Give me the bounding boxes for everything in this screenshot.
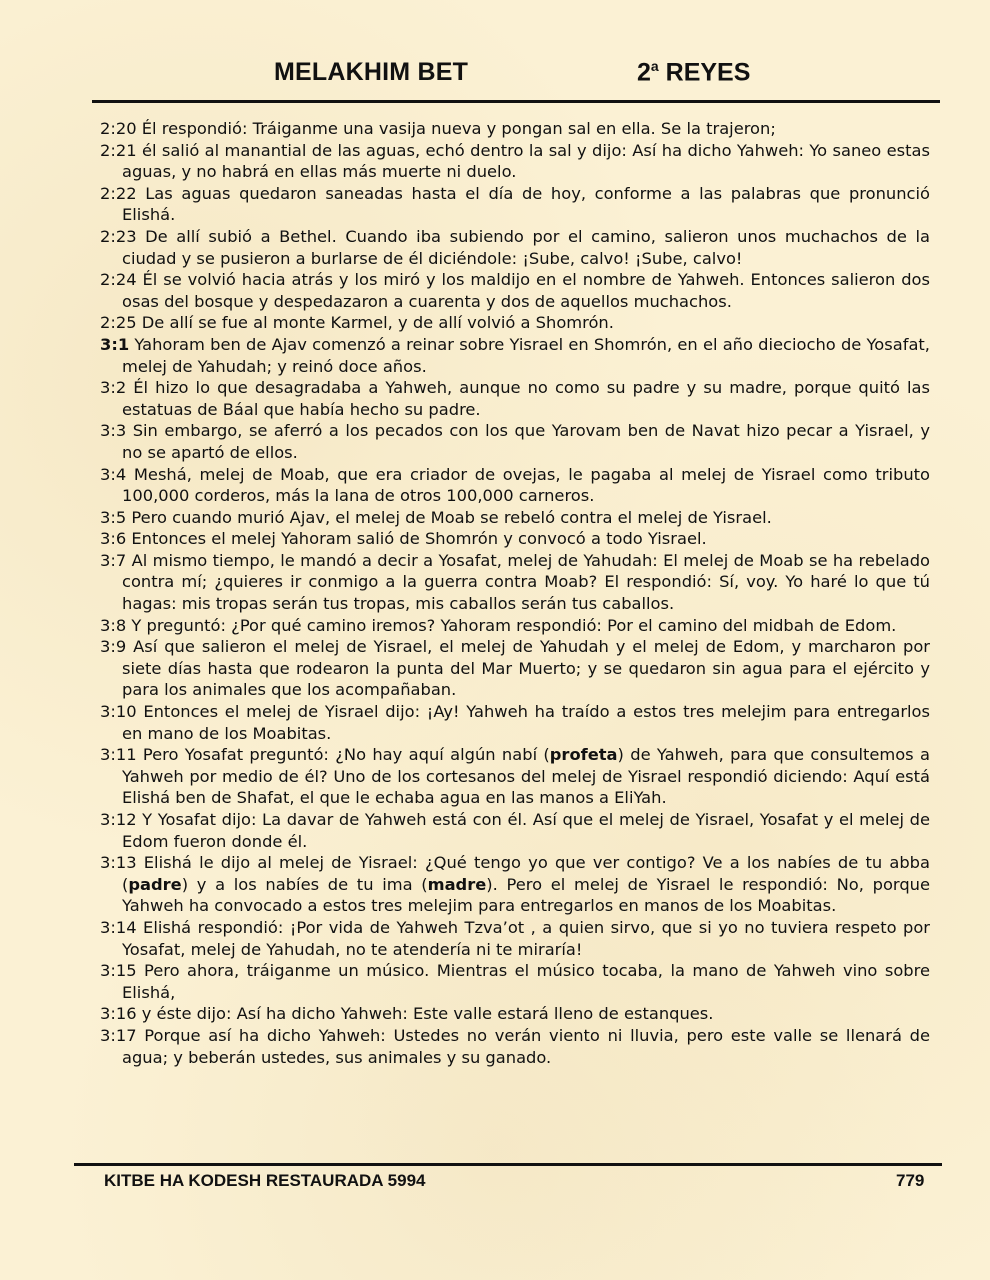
verse-ref: 2:22 bbox=[100, 183, 137, 203]
verse-ref: 3:17 bbox=[100, 1025, 137, 1045]
verse-ref: 2:20 bbox=[100, 119, 137, 138]
verse-text-before: Pero Yosafat preguntó: ¿No hay aquí algún nabí ( bbox=[142, 745, 550, 765]
verse-3-6 bbox=[100, 528, 930, 550]
verse-text: Sin embargo, se aferró a los pecados con los que Yarovam ben de Navat hizo pecar a Yisrael, y no se apartó de ellos. bbox=[122, 421, 930, 462]
verse-text: Entonces el melej Yahoram salió de Shomrón y convocó a todo Yisrael. bbox=[131, 529, 707, 549]
verse-text: Yahoram ben de Ajav comenzó a reinar sobre Yisrael en Shomrón, en el año dieciocho de Yosafat, melej de Yahudah; y reinó doce años. bbox=[122, 334, 930, 376]
verse-ref: 3:2 bbox=[100, 378, 127, 398]
verse-3-10 bbox=[100, 701, 930, 744]
verse-3-15 bbox=[100, 960, 930, 1003]
chapter-start-ref: 3:1 bbox=[100, 334, 130, 354]
verse-3-16 bbox=[100, 1003, 930, 1025]
verse-2-20 bbox=[100, 118, 930, 140]
verse-3-9 bbox=[100, 636, 930, 701]
bold-gloss: padre bbox=[128, 874, 182, 894]
footer-title: KITBE HA KODESH RESTAURADA 5994 bbox=[104, 1171, 426, 1190]
ordinal-superscript: a bbox=[650, 58, 659, 74]
verse-ref: 3:12 bbox=[100, 810, 137, 829]
verse-text: Las aguas quedaron saneadas hasta el día de hoy, conforme a las palabras que pronunció Elishá. bbox=[122, 183, 930, 225]
verse-text-after: ) de Yahweh, para que consultemos a Yahweh por medio de él? Uno de los cortesanos del melej de Yisrael respondió diciendo: Aquí está Elishá ben de Shafat, el que le echaba agua en las manos a EliYah. bbox=[122, 745, 930, 808]
verse-text: Elishá respondió: ¡Por vida de Yahweh Tzva’ot , a quien sirvo, que si yo no tuviera respeto por Yosafat, melej de Yahudah, no te atendería ni te miraría! bbox=[122, 917, 930, 959]
header-divider bbox=[92, 100, 940, 103]
verse-3-5 bbox=[100, 507, 930, 529]
verse-list bbox=[100, 118, 930, 1068]
verse-3-17 bbox=[100, 1025, 930, 1068]
page-number: 779 bbox=[896, 1171, 925, 1190]
verse-3-3 bbox=[100, 420, 930, 463]
verse-text: Entonces el melej de Yisrael dijo: ¡Ay! Yahweh ha traído a estos tres melejim para entregarlos en mano de los Moabitas. bbox=[122, 702, 930, 743]
verse-text: Porque así ha dicho Yahweh: Ustedes no verán viento ni lluvia, pero este valle se llenará de agua; y beberán ustedes, sus animales y su ganado. bbox=[122, 1025, 930, 1067]
verse-text: él salió al manantial de las aguas, echó dentro la sal y dijo: Así ha dicho Yahweh: Yo saneo estas aguas, y no habrá en ellas más muerte ni duelo. bbox=[122, 140, 930, 182]
verse-text: Él respondió: Tráiganme una vasija nueva y pongan sal en ella. Se la trajeron; bbox=[141, 119, 776, 138]
verse-ref: 2:25 bbox=[100, 313, 137, 333]
book-title-hebrew: MELAKHIM BET bbox=[274, 58, 469, 86]
verse-2-25 bbox=[100, 312, 930, 334]
verse-text: De allí se fue al monte Karmel, y de allí volvió a Shomrón. bbox=[141, 313, 614, 333]
footer-divider bbox=[74, 1163, 942, 1166]
verse-text-c: ). Pero el melej de Yisrael le respondió: No, porque Yahweh ha convocado a estos tres melejim para entregarlos en manos de los Moabitas. bbox=[122, 874, 930, 916]
verse-ref: 3:11 bbox=[100, 745, 137, 765]
verse-text: Y preguntó: ¿Por qué camino iremos? Yahoram respondió: Por el camino del midbah de Edom. bbox=[131, 615, 897, 635]
verse-2-24 bbox=[100, 269, 930, 312]
verse-text-b: ) y a los nabíes de tu ima ( bbox=[181, 874, 428, 894]
verse-text: Pero ahora, tráiganme un músico. Mientras el músico tocaba, la mano de Yahweh vino sobre Elishá, bbox=[122, 961, 930, 1002]
verse-text: Él se volvió hacia atrás y los miró y los maldijo en el nombre de Yahweh. Entonces salieron dos osas del bosque y despedazaron a cuarenta y dos de aquellos muchachos. bbox=[122, 270, 930, 311]
verse-3-4 bbox=[100, 464, 930, 507]
verse-ref: 3:15 bbox=[100, 961, 137, 981]
verse-3-1 bbox=[100, 334, 930, 377]
verse-ref: 3:4 bbox=[100, 464, 127, 484]
verse-text: y éste dijo: Así ha dicho Yahweh: Este valle estará lleno de estanques. bbox=[141, 1004, 714, 1024]
verse-ref: 3:10 bbox=[100, 702, 137, 722]
verse-ref: 3:6 bbox=[100, 529, 127, 549]
verse-2-22 bbox=[100, 183, 930, 226]
verse-text: Así que salieron el melej de Yisrael, el melej de Yahudah y el melej de Edom, y marcharon por siete días hasta que rodearon la punta del Mar Muerto; y se quedaron sin agua para el ejército y para los animales que los acompañaban. bbox=[122, 637, 930, 700]
verse-text: Al mismo tiempo, le mandó a decir a Yosafat, melej de Yahudah: El melej de Moab se ha rebelado contra mí; ¿quieres ir conmigo a la guerra contra Moab? El respondió: Sí, voy. Yo haré lo que tú hagas: mis tropas serán tus tropas, mis caballos serán tus caballos. bbox=[122, 550, 930, 614]
verse-3-7 bbox=[100, 550, 930, 615]
verse-3-12 bbox=[100, 809, 930, 852]
verse-3-14 bbox=[100, 917, 930, 960]
verse-ref: 3:8 bbox=[100, 615, 127, 635]
verse-3-2 bbox=[100, 377, 930, 420]
verse-text: Meshá, melej de Moab, que era criador de ovejas, le pagaba al melej de Yisrael como tributo 100,000 corderos, más la lana de otros 100,000 carneros. bbox=[122, 464, 930, 506]
verse-ref: 3:3 bbox=[100, 421, 127, 441]
verse-ref: 2:23 bbox=[100, 226, 137, 246]
verse-text: De allí subió a Bethel. Cuando iba subiendo por el camino, salieron unos muchachos de la ciudad y se pusieron a burlarse de él diciéndole: ¡Sube, calvo! ¡Sube, calvo! bbox=[122, 226, 930, 268]
verse-ref: 3:5 bbox=[100, 507, 127, 527]
verse-text: Pero cuando murió Ajav, el melej de Moab se rebeló contra el melej de Yisrael. bbox=[131, 507, 772, 527]
verse-ref: 2:24 bbox=[100, 270, 137, 290]
bold-gloss: madre bbox=[427, 874, 487, 894]
book-title-spanish bbox=[637, 58, 750, 87]
verse-ref: 3:13 bbox=[100, 853, 137, 873]
page-header bbox=[0, 58, 990, 92]
verse-text: Y Yosafat dijo: La davar de Yahweh está con él. Así que el melej de Yisrael, Yosafat y el melej de Edom fueron donde él. bbox=[122, 810, 930, 851]
verse-2-21 bbox=[100, 140, 930, 183]
verse-ref: 2:21 bbox=[100, 140, 137, 160]
verse-3-8 bbox=[100, 615, 930, 637]
verse-ref: 3:16 bbox=[100, 1004, 137, 1024]
book-name: REYES bbox=[658, 58, 751, 87]
verse-3-13 bbox=[100, 852, 930, 917]
verse-text-a: Elishá le dijo al melej de Yisrael: ¿Qué tengo yo que ver contigo? Ve a los nabíes de tu abba ( bbox=[122, 853, 930, 894]
verse-text: Él hizo lo que desagradaba a Yahweh, aunque no como su padre y su madre, porque quitó las estatuas de Báal que había hecho su padre. bbox=[122, 378, 930, 419]
verse-ref: 3:9 bbox=[100, 637, 127, 657]
bold-gloss: profeta bbox=[549, 745, 618, 765]
verse-3-11 bbox=[100, 744, 930, 809]
verse-ref: 3:7 bbox=[100, 550, 127, 570]
book-number: 2 bbox=[637, 58, 651, 87]
verse-ref: 3:14 bbox=[100, 917, 137, 937]
verse-2-23 bbox=[100, 226, 930, 269]
